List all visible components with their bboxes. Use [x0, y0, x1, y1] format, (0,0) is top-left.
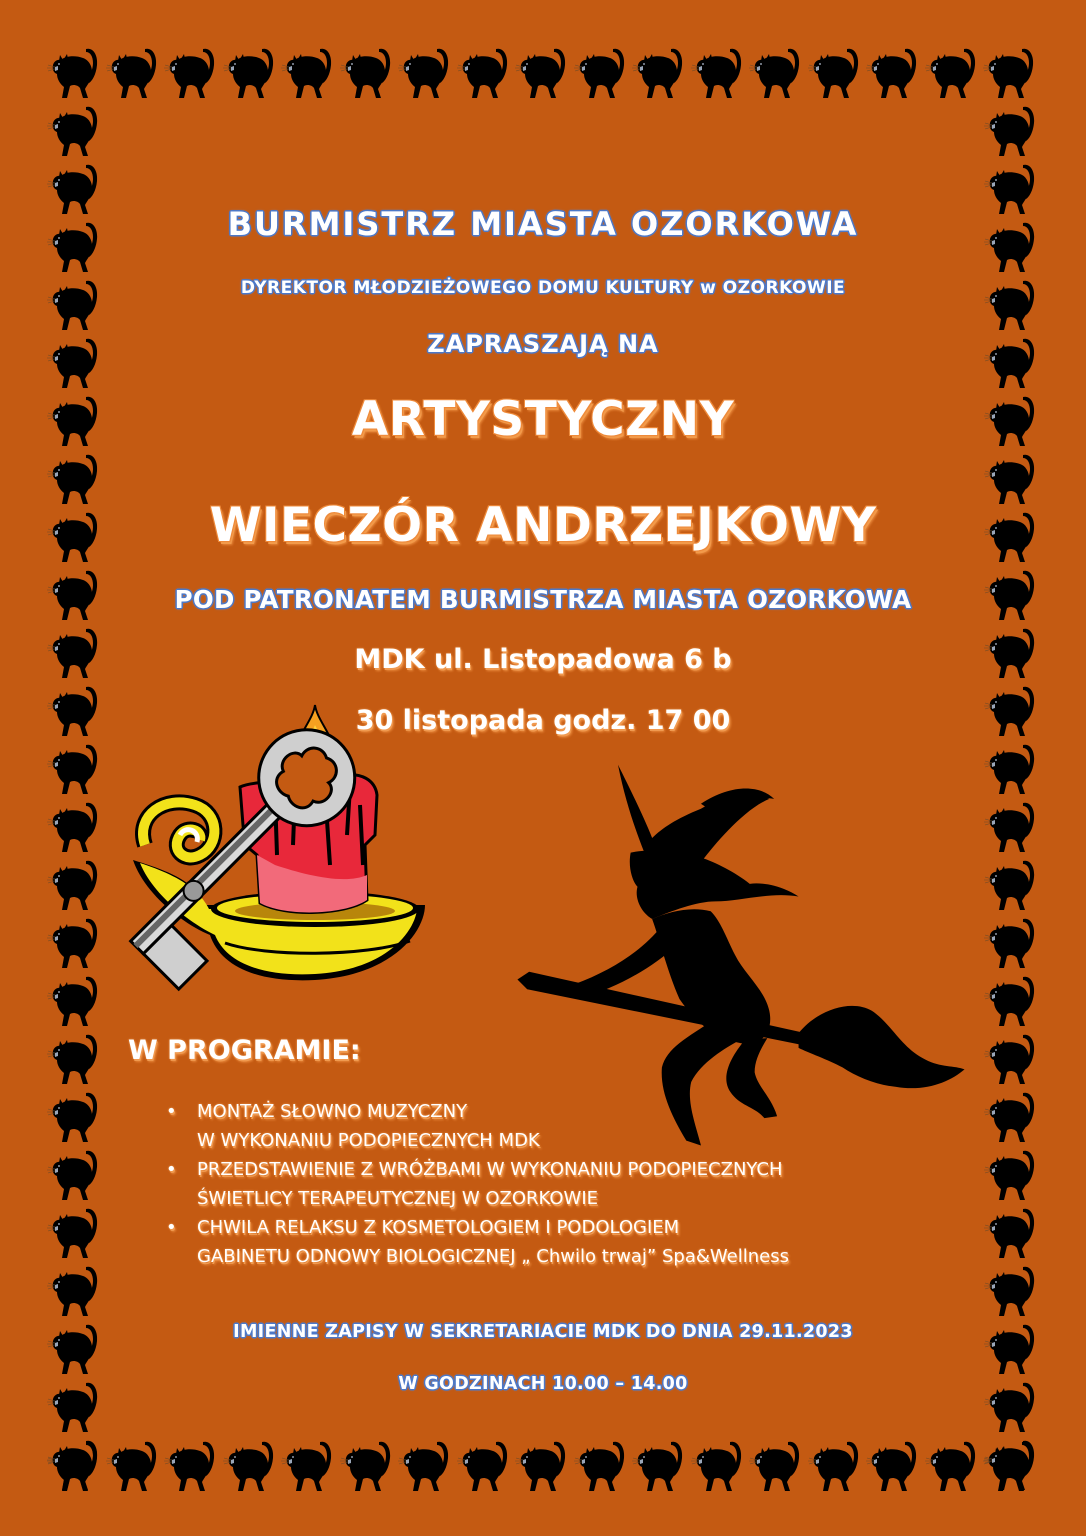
- bullet-icon: •: [166, 1217, 177, 1238]
- black-cat-icon: [279, 43, 338, 101]
- black-cat-icon: [45, 1029, 104, 1087]
- black-cat-icon: [689, 43, 748, 101]
- black-cat-icon: [396, 43, 455, 101]
- black-cat-icon: [338, 1436, 397, 1494]
- black-cat-icon: [104, 43, 163, 101]
- bullet-icon: •: [166, 1159, 177, 1180]
- program-item: [160, 1097, 789, 1155]
- cat-border-bottom: [45, 1436, 1040, 1494]
- black-cat-icon: [45, 1087, 104, 1145]
- black-cat-icon: [513, 1436, 572, 1494]
- black-cat-icon: [982, 797, 1041, 855]
- black-cat-icon: [864, 43, 923, 101]
- black-cat-icon: [982, 971, 1041, 1029]
- black-cat-icon: [982, 1087, 1041, 1145]
- black-cat-icon: [747, 43, 806, 101]
- black-cat-icon: [806, 1436, 865, 1494]
- black-cat-icon: [45, 101, 104, 159]
- program-list: [160, 1097, 789, 1271]
- black-cat-icon: [982, 855, 1041, 913]
- black-cat-icon: [162, 43, 221, 101]
- black-cat-icon: [630, 1436, 689, 1494]
- event-title-line1: ARTYSTYCZNY: [351, 392, 735, 447]
- black-cat-icon: [45, 855, 104, 913]
- black-cat-icon: [45, 971, 104, 1029]
- black-cat-icon: [982, 1435, 1041, 1493]
- black-cat-icon: [982, 101, 1041, 159]
- black-cat-icon: [923, 43, 982, 101]
- black-cat-icon: [45, 43, 104, 101]
- event-location: MDK ul. Listopadowa 6 b: [354, 644, 732, 675]
- event-title-line2: WIECZÓR ANDRZEJKOWY: [209, 498, 877, 553]
- black-cat-icon: [982, 913, 1041, 971]
- black-cat-icon: [221, 1436, 280, 1494]
- black-cat-icon: [455, 43, 514, 101]
- black-cat-icon: [513, 43, 572, 101]
- black-cat-icon: [338, 43, 397, 101]
- black-cat-icon: [923, 1436, 982, 1494]
- black-cat-icon: [279, 1436, 338, 1494]
- black-cat-icon: [982, 1203, 1041, 1261]
- black-cat-icon: [45, 1435, 104, 1493]
- black-cat-icon: [572, 1436, 631, 1494]
- program-item: [160, 1213, 789, 1271]
- black-cat-icon: [455, 1436, 514, 1494]
- black-cat-icon: [45, 739, 104, 797]
- black-cat-icon: [982, 739, 1041, 797]
- black-cat-icon: [45, 1145, 104, 1203]
- event-datetime: 30 listopada godz. 17 00: [355, 705, 731, 736]
- black-cat-icon: [864, 1436, 923, 1494]
- black-cat-icon: [104, 1436, 163, 1494]
- program-item-line1: CHWILA RELAKSU Z KOSMETOLOGIEM I PODOLOGIEM: [197, 1217, 680, 1238]
- black-cat-icon: [689, 1436, 748, 1494]
- cat-border-left: [45, 101, 104, 1493]
- program-item-line2: GABINETU ODNOWY BIOLOGICZNEJ „ Chwilo trwaj” Spa&Wellness: [197, 1246, 789, 1267]
- candle-and-key-icon: [125, 695, 445, 1005]
- black-cat-icon: [982, 1029, 1041, 1087]
- program-heading: W PROGRAMIE:: [128, 1035, 361, 1066]
- black-cat-icon: [981, 43, 1040, 101]
- cat-border-right: [982, 101, 1041, 1493]
- invite-text: ZAPRASZAJĄ NA: [427, 330, 659, 358]
- black-cat-icon: [45, 1203, 104, 1261]
- black-cat-icon: [806, 43, 865, 101]
- black-cat-icon: [45, 797, 104, 855]
- black-cat-icon: [45, 913, 104, 971]
- program-item-line1: MONTAŻ SŁOWNO MUZYCZNY: [197, 1101, 468, 1122]
- organizer-mayor: BURMISTRZ MIASTA OZORKOWA: [227, 205, 859, 243]
- black-cat-icon: [221, 43, 280, 101]
- registration-hours: W GODZINACH 10.00 – 14.00: [398, 1374, 688, 1394]
- bullet-icon: •: [166, 1101, 177, 1122]
- program-item-line2: W WYKONANIU PODOPIECZNYCH MDK: [197, 1130, 540, 1151]
- patronage-text: POD PATRONATEM BURMISTRZA MIASTA OZORKOWA: [174, 585, 912, 614]
- registration-deadline: IMIENNE ZAPISY W SEKRETARIACIE MDK DO DNIA 29.11.2023: [233, 1322, 853, 1342]
- black-cat-icon: [747, 1436, 806, 1494]
- program-item-line2: ŚWIETLICY TERAPEUTYCZNEJ W OZORKOWIE: [197, 1188, 599, 1209]
- program-item: [160, 1155, 789, 1213]
- organizer-director: DYREKTOR MŁODZIEŻOWEGO DOMU KULTURY w OZORKOWIE: [240, 278, 846, 298]
- black-cat-icon: [982, 1261, 1041, 1319]
- black-cat-icon: [396, 1436, 455, 1494]
- cat-border-top: [45, 43, 1040, 101]
- black-cat-icon: [162, 1436, 221, 1494]
- black-cat-icon: [982, 1145, 1041, 1203]
- black-cat-icon: [45, 1261, 104, 1319]
- black-cat-icon: [630, 43, 689, 101]
- black-cat-icon: [572, 43, 631, 101]
- program-item-line1: PRZEDSTAWIENIE Z WRÓŻBAMI W WYKONANIU PODOPIECZNYCH: [197, 1159, 783, 1180]
